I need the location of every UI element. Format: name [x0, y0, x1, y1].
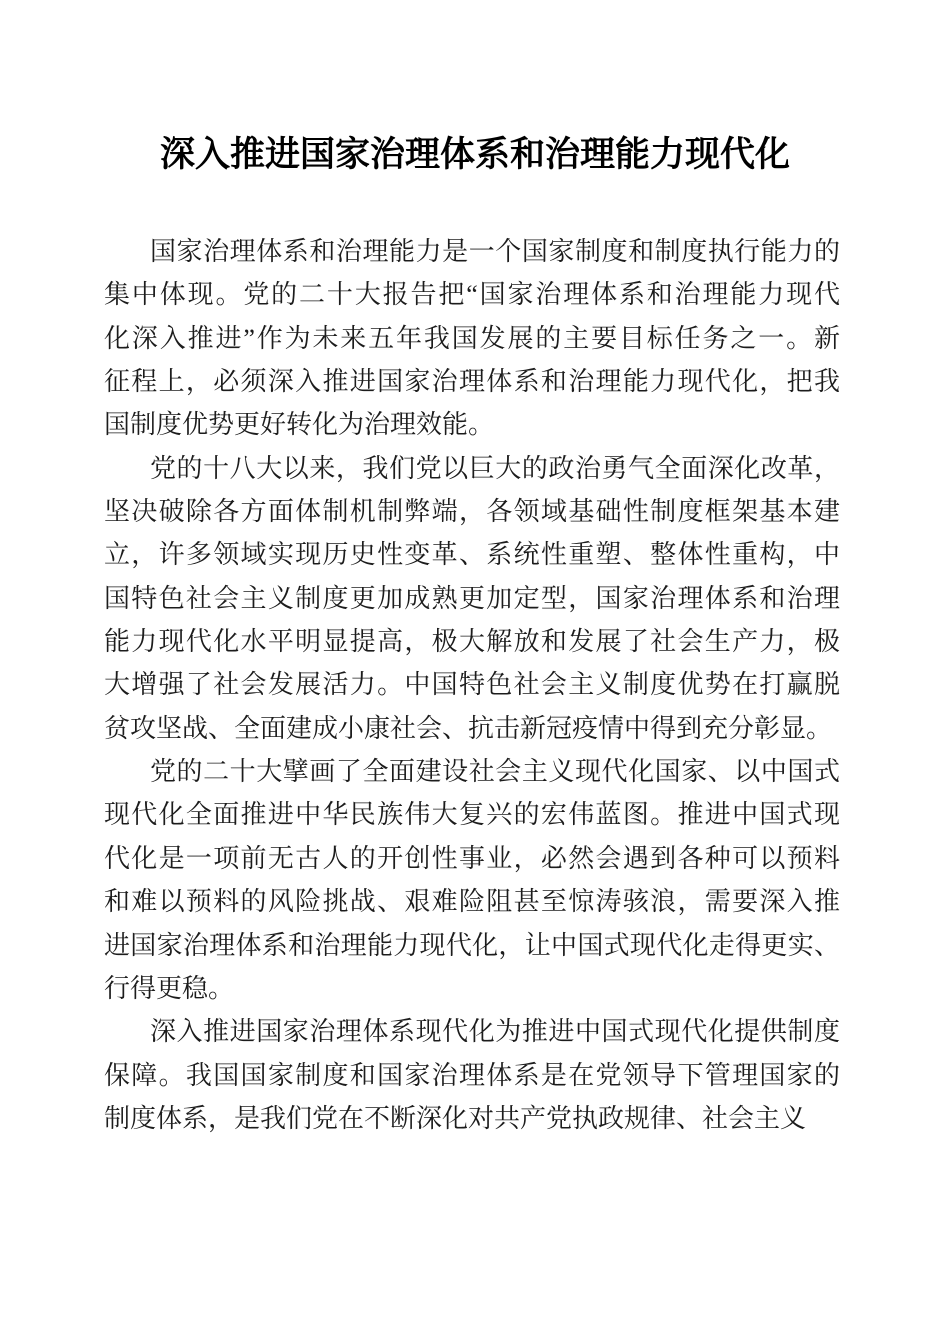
text-line: 进国家治理体系和治理能力现代化，让中国式现代化走得更实、	[104, 930, 840, 960]
paragraph	[104, 447, 840, 750]
paragraph	[104, 1010, 840, 1140]
text-line: 征程上，必须深入推进国家治理体系和治理能力现代化，把我	[104, 367, 840, 397]
text-line: 行得更稳。	[104, 973, 235, 1003]
paragraph	[104, 230, 840, 447]
text-line: 深入推进国家治理体系现代化为推进中国式现代化提供制度	[150, 1017, 840, 1047]
text-line: 现代化全面推进中华民族伟大复兴的宏伟蓝图。推进中国式现	[104, 800, 840, 830]
text-line: 坚决破除各方面体制机制弊端，各领域基础性制度框架基本建	[104, 497, 840, 527]
text-line: 党的十八大以来，我们党以巨大的政治勇气全面深化改革，	[150, 453, 840, 483]
document-title: 深入推进国家治理体系和治理能力现代化	[159, 135, 790, 174]
text-line: 贫攻坚战、全面建成小康社会、抗击新冠疫情中得到充分彰显。	[104, 713, 833, 743]
text-line: 制度体系，是我们党在不断深化对共产党执政规律、社会主义	[104, 1103, 807, 1133]
text-line: 保障。我国国家制度和国家治理体系是在党领导下管理国家的	[104, 1060, 840, 1090]
text-line: 能力现代化水平明显提高，极大解放和发展了社会生产力，极	[104, 627, 840, 657]
document-body	[104, 230, 840, 1140]
text-line: 立，许多领域实现历史性变革、系统性重塑、整体性重构，中	[104, 540, 840, 570]
text-line: 集中体现。党的二十大报告把“国家治理体系和治理能力现代	[104, 280, 840, 310]
text-line: 国家治理体系和治理能力是一个国家制度和制度执行能力的	[150, 237, 840, 266]
text-line: 国制度优势更好转化为治理效能。	[104, 410, 495, 440]
text-line: 党的二十大擘画了全面建设社会主义现代化国家、以中国式	[150, 757, 840, 787]
text-line: 国特色社会主义制度更加成熟更加定型，国家治理体系和治理	[104, 583, 840, 613]
paragraph	[104, 750, 840, 1010]
text-line: 化深入推进”作为未来五年我国发展的主要目标任务之一。新	[104, 323, 840, 353]
text-line: 和难以预料的风险挑战、艰难险阻甚至惊涛骇浪，需要深入推	[104, 887, 840, 917]
text-line: 代化是一项前无古人的开创性事业，必然会遇到各种可以预料	[104, 843, 840, 873]
text-line: 大增强了社会发展活力。中国特色社会主义制度优势在打赢脱	[104, 670, 840, 700]
